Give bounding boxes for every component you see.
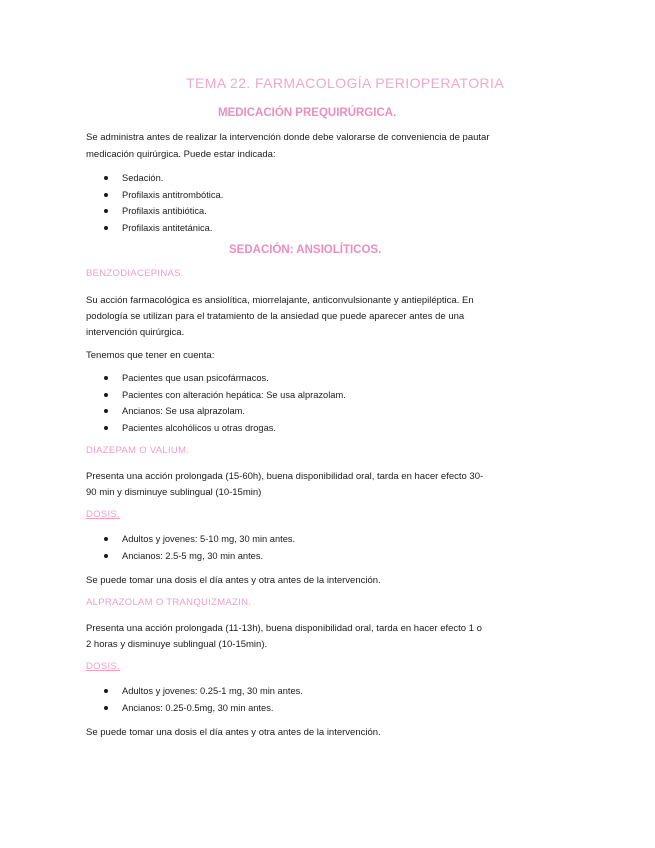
paragraph-line: Presenta una acción prolongada (15-60h), buena disponibilidad oral, tarda en hacer efecto 30- bbox=[86, 471, 484, 482]
paragraph-line: Su acción farmacológica es ansiolítica, miorrelajante, anticonvulsionante y antiepiléptica. En bbox=[86, 295, 474, 306]
list-item: Ancianos: Se usa alprazolam. bbox=[104, 403, 346, 420]
bullet-icon bbox=[104, 426, 108, 430]
list-item: Profilaxis antitetánica. bbox=[104, 220, 223, 237]
paragraph-line: medicación quirúrgica. Puede estar indicada: bbox=[86, 149, 276, 160]
subheading-benzodiacepinas: BENZODIACEPINAS. bbox=[86, 268, 184, 279]
bullet-icon bbox=[104, 193, 108, 197]
list-dosis-diazepam bbox=[104, 531, 295, 564]
bullet-icon bbox=[104, 226, 108, 230]
list-item: Profilaxis antitrombótica. bbox=[104, 187, 223, 204]
list-item: Sedación. bbox=[104, 170, 223, 187]
paragraph-line: 2 horas y disminuye sublingual (10-15min). bbox=[86, 639, 268, 650]
bullet-icon bbox=[104, 376, 108, 380]
list-consideraciones bbox=[104, 370, 346, 436]
bullet-icon bbox=[104, 537, 108, 541]
bullet-icon bbox=[104, 554, 108, 558]
list-item: Ancianos: 2.5-5 mg, 30 min antes. bbox=[104, 548, 295, 565]
subheading-diazepam: DIAZEPAM O VALIUM. bbox=[86, 445, 190, 456]
heading-medicacion-prequirurgica: MEDICACIÓN PREQUIRÚRGICA. bbox=[218, 107, 397, 119]
list-item: Pacientes con alteración hepática: Se usa alprazolam. bbox=[104, 387, 346, 404]
paragraph-line: Se puede tomar una dosis el día antes y otra antes de la intervención. bbox=[86, 575, 381, 586]
heading-sedacion: SEDACIÓN: ANSIOLÍTICOS. bbox=[229, 244, 382, 256]
bullet-icon bbox=[104, 176, 108, 180]
paragraph-line: Tenemos que tener en cuenta: bbox=[86, 350, 215, 361]
list-indicaciones bbox=[104, 170, 223, 236]
bullet-icon bbox=[104, 393, 108, 397]
list-item: Adultos y jovenes: 0.25-1 mg, 30 min antes. bbox=[104, 683, 303, 700]
bullet-icon bbox=[104, 409, 108, 413]
bullet-icon bbox=[104, 689, 108, 693]
subheading-dosis: DOSIS. bbox=[86, 509, 121, 520]
list-dosis-alprazolam bbox=[104, 683, 303, 716]
list-item: Ancianos: 0.25-0.5mg, 30 min antes. bbox=[104, 700, 303, 717]
list-item: Adultos y jovenes: 5-10 mg, 30 min antes. bbox=[104, 531, 295, 548]
bullet-icon bbox=[104, 209, 108, 213]
document-title: TEMA 22. FARMACOLOGÍA PERIOPERATORIA bbox=[186, 75, 505, 91]
list-item: Pacientes que usan psicofármacos. bbox=[104, 370, 346, 387]
list-item: Profilaxis antibiótica. bbox=[104, 203, 223, 220]
subheading-dosis: DOSIS. bbox=[86, 661, 121, 672]
paragraph-line: 90 min y disminuye sublingual (10-15min) bbox=[86, 487, 262, 498]
bullet-icon bbox=[104, 706, 108, 710]
paragraph-line: Presenta una acción prolongada (11-13h), buena disponibilidad oral, tarda en hacer efecto 1 o bbox=[86, 623, 482, 634]
subheading-alprazolam: ALPRAZOLAM O TRANQUIZMAZIN. bbox=[86, 597, 252, 608]
paragraph-line: intervención quirúrgica. bbox=[86, 327, 185, 338]
paragraph-line: Se administra antes de realizar la intervención donde debe valorarse de conveniencia de pautar bbox=[86, 132, 490, 143]
list-item: Pacientes alcohólicos u otras drogas. bbox=[104, 420, 346, 437]
paragraph-line: Se puede tomar una dosis el día antes y otra antes de la intervención. bbox=[86, 727, 381, 738]
paragraph-line: podología se utilizan para el tratamiento de la ansiedad que puede aparecer antes de una bbox=[86, 311, 465, 322]
